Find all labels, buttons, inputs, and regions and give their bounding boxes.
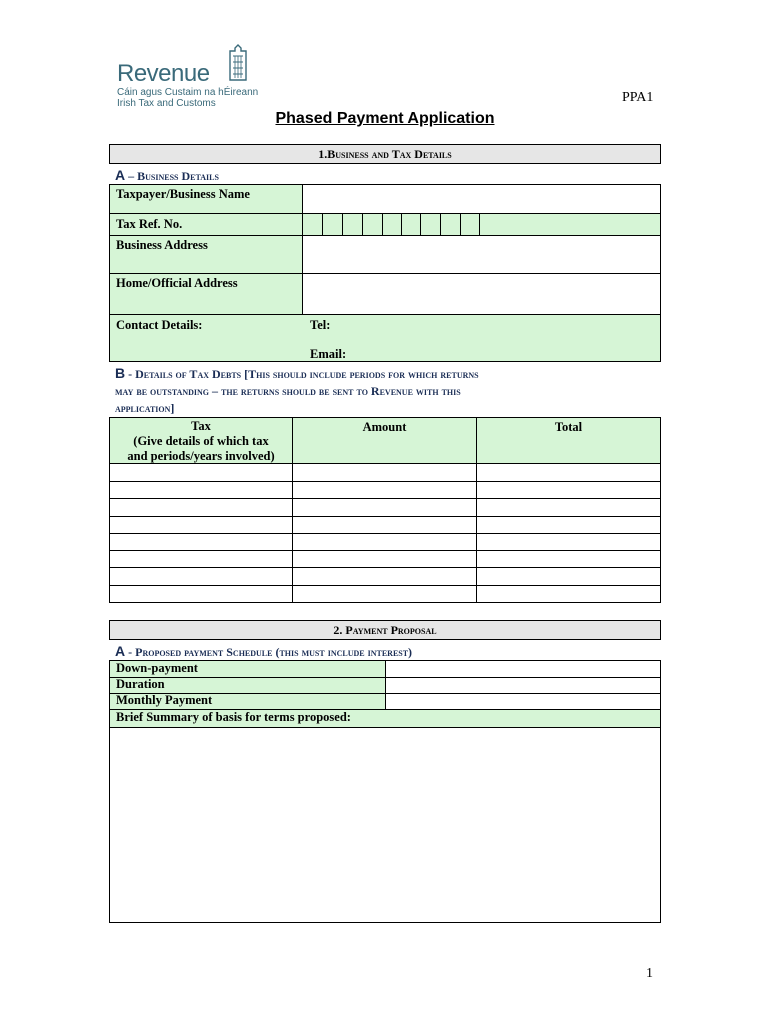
logo-irish-line: Cáin agus Custaim na hÉireann (117, 87, 259, 98)
section1-subheading-a: A – Business Details (115, 167, 219, 183)
duration-field[interactable] (386, 678, 660, 693)
section2-bar: 2. Payment Proposal (109, 620, 661, 640)
business-address-label: Business Address (116, 238, 208, 252)
page-title: Phased Payment Application (275, 110, 495, 127)
tel-label: Tel: (310, 318, 331, 332)
tax-ref-label: Tax Ref. No. (116, 217, 183, 231)
section1-subheading-b: B - Details of Tax Debts [This should include periods for which returns may be outstanding – the returns should be sent to Revenue with this application] (115, 365, 479, 415)
contact-details-label: Contact Details: (116, 318, 203, 332)
monthly-payment-field[interactable] (386, 694, 660, 709)
amount-column-header: Amount (362, 420, 407, 434)
email-label: Email: (310, 347, 347, 361)
home-address-label: Home/Official Address (116, 276, 238, 290)
down-payment-field[interactable] (386, 661, 660, 677)
page-number: 1 (646, 966, 653, 981)
logo-english-line: Irish Tax and Customs (117, 98, 216, 109)
tax-ref-field[interactable] (303, 214, 479, 235)
summary-label: Brief Summary of basis for terms proposed: (116, 710, 351, 724)
down-payment-label: Down-payment (116, 661, 198, 675)
business-address-field[interactable] (303, 236, 660, 273)
form-code: PPA1 (622, 90, 654, 105)
revenue-logo-wordmark: Revenue (117, 60, 210, 87)
duration-label: Duration (116, 677, 165, 691)
summary-field[interactable] (110, 728, 660, 922)
total-column-header: Total (554, 420, 583, 434)
tax-column-header: Tax (Give details of which tax and periods/years involved) (127, 419, 275, 463)
revenue-crest-icon (226, 44, 250, 89)
taxpayer-name-field[interactable] (303, 185, 660, 213)
home-address-field[interactable] (303, 274, 660, 314)
taxpayer-name-label: Taxpayer/Business Name (116, 187, 250, 201)
section1-bar: 1.Business and Tax Details (109, 144, 661, 164)
section2-subheading-a: A - Proposed payment Schedule (this must include interest) (115, 643, 413, 659)
monthly-payment-label: Monthly Payment (116, 693, 213, 707)
